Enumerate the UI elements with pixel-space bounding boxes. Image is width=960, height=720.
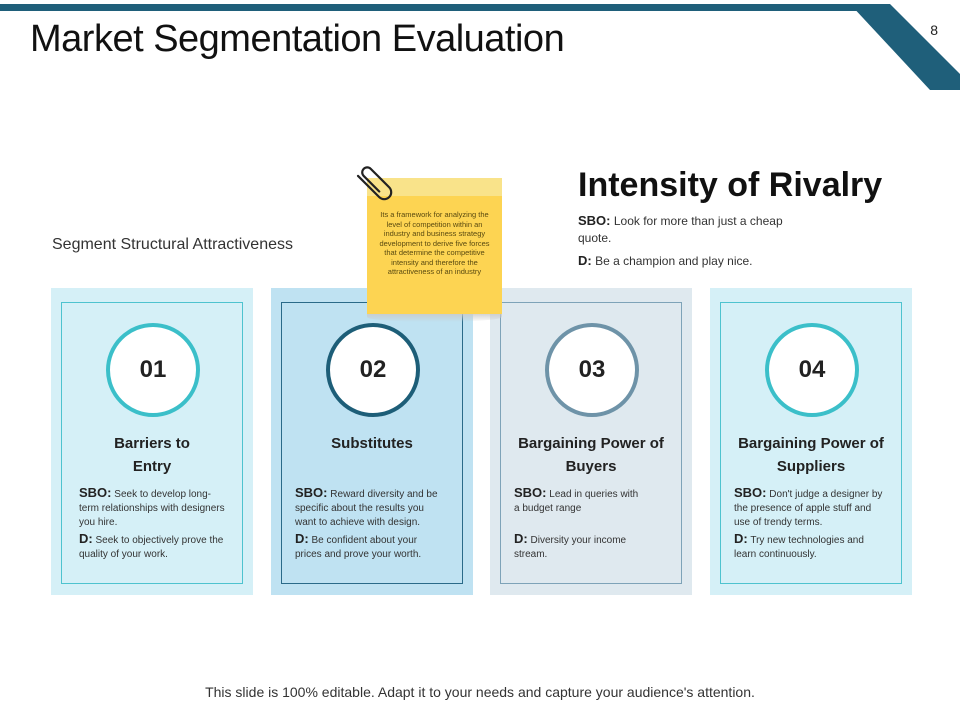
rivalry-d bbox=[578, 253, 753, 268]
card-barriers-to-entry bbox=[51, 288, 253, 595]
sbo-label: SBO: bbox=[734, 485, 767, 500]
card-title: Bargaining Power of Buyers bbox=[518, 435, 664, 475]
d-label: D: bbox=[514, 531, 528, 546]
card-number-circle: 02 bbox=[326, 323, 420, 417]
rivalry-title: Intensity of Rivalry bbox=[578, 166, 883, 204]
card-title: Barriers to Entry bbox=[114, 435, 190, 475]
card-sbo bbox=[734, 486, 884, 530]
page-number: 8 bbox=[930, 22, 938, 38]
card-title: Substitutes bbox=[331, 435, 413, 452]
d-label: D: bbox=[734, 531, 748, 546]
d-text: Be confident about your prices and prove your worth. bbox=[295, 535, 422, 560]
card-sbo bbox=[514, 486, 644, 516]
page-title: Market Segmentation Evaluation bbox=[30, 18, 565, 60]
sbo-label: SBO: bbox=[295, 485, 328, 500]
card-number-circle: 03 bbox=[545, 323, 639, 417]
d-text: Try new technologies and learn continuously. bbox=[734, 535, 864, 560]
d-text: Seek to objectively prove the quality of your work. bbox=[79, 535, 224, 560]
footer-caption: This slide is 100% editable. Adapt it to your needs and capture your audience's attention. bbox=[205, 684, 755, 700]
card-number-circle: 04 bbox=[765, 323, 859, 417]
sbo-label: SBO: bbox=[514, 485, 547, 500]
card-sbo bbox=[295, 486, 445, 530]
card-substitutes bbox=[271, 288, 473, 595]
d-text: Be a champion and play nice. bbox=[595, 254, 753, 268]
d-label: D: bbox=[295, 531, 309, 546]
sbo-label: SBO: bbox=[578, 213, 611, 228]
card-title: Bargaining Power of Suppliers bbox=[738, 435, 884, 475]
sbo-text: Seek to develop long-term relationships with designers you hire. bbox=[79, 489, 225, 528]
top-accent-bar bbox=[0, 4, 875, 11]
card-sbo bbox=[79, 486, 229, 530]
card-d bbox=[514, 532, 644, 562]
corner-accent-shape bbox=[850, 0, 960, 90]
note-text: Its a framework for analyzing the level of competition within an industry and business strategy development to derive five forces that determine the competitive intensity and therefore the attractiveness of an industry bbox=[379, 210, 490, 276]
sbo-text: Lead in queries with a budget range bbox=[514, 489, 639, 514]
paperclip-icon bbox=[350, 158, 400, 208]
card-d bbox=[734, 532, 864, 562]
card-d bbox=[295, 532, 445, 562]
card-bargaining-power-buyers bbox=[490, 288, 692, 595]
card-bargaining-power-suppliers bbox=[710, 288, 912, 595]
d-label: D: bbox=[578, 253, 592, 268]
sbo-text: Don't judge a designer by the presence of apple stuff and use of trendy terms. bbox=[734, 489, 883, 528]
sbo-text: Look for more than just a cheap quote. bbox=[578, 214, 783, 245]
card-d bbox=[79, 532, 229, 562]
rivalry-sbo bbox=[578, 212, 788, 247]
d-label: D: bbox=[79, 531, 93, 546]
card-number-circle: 01 bbox=[106, 323, 200, 417]
section-subheading: Segment Structural Attractiveness bbox=[52, 236, 293, 253]
sbo-text: Reward diversity and be specific about the results you want to achieve with design. bbox=[295, 489, 438, 528]
d-text: Diversity your income stream. bbox=[514, 535, 627, 560]
sbo-label: SBO: bbox=[79, 485, 112, 500]
